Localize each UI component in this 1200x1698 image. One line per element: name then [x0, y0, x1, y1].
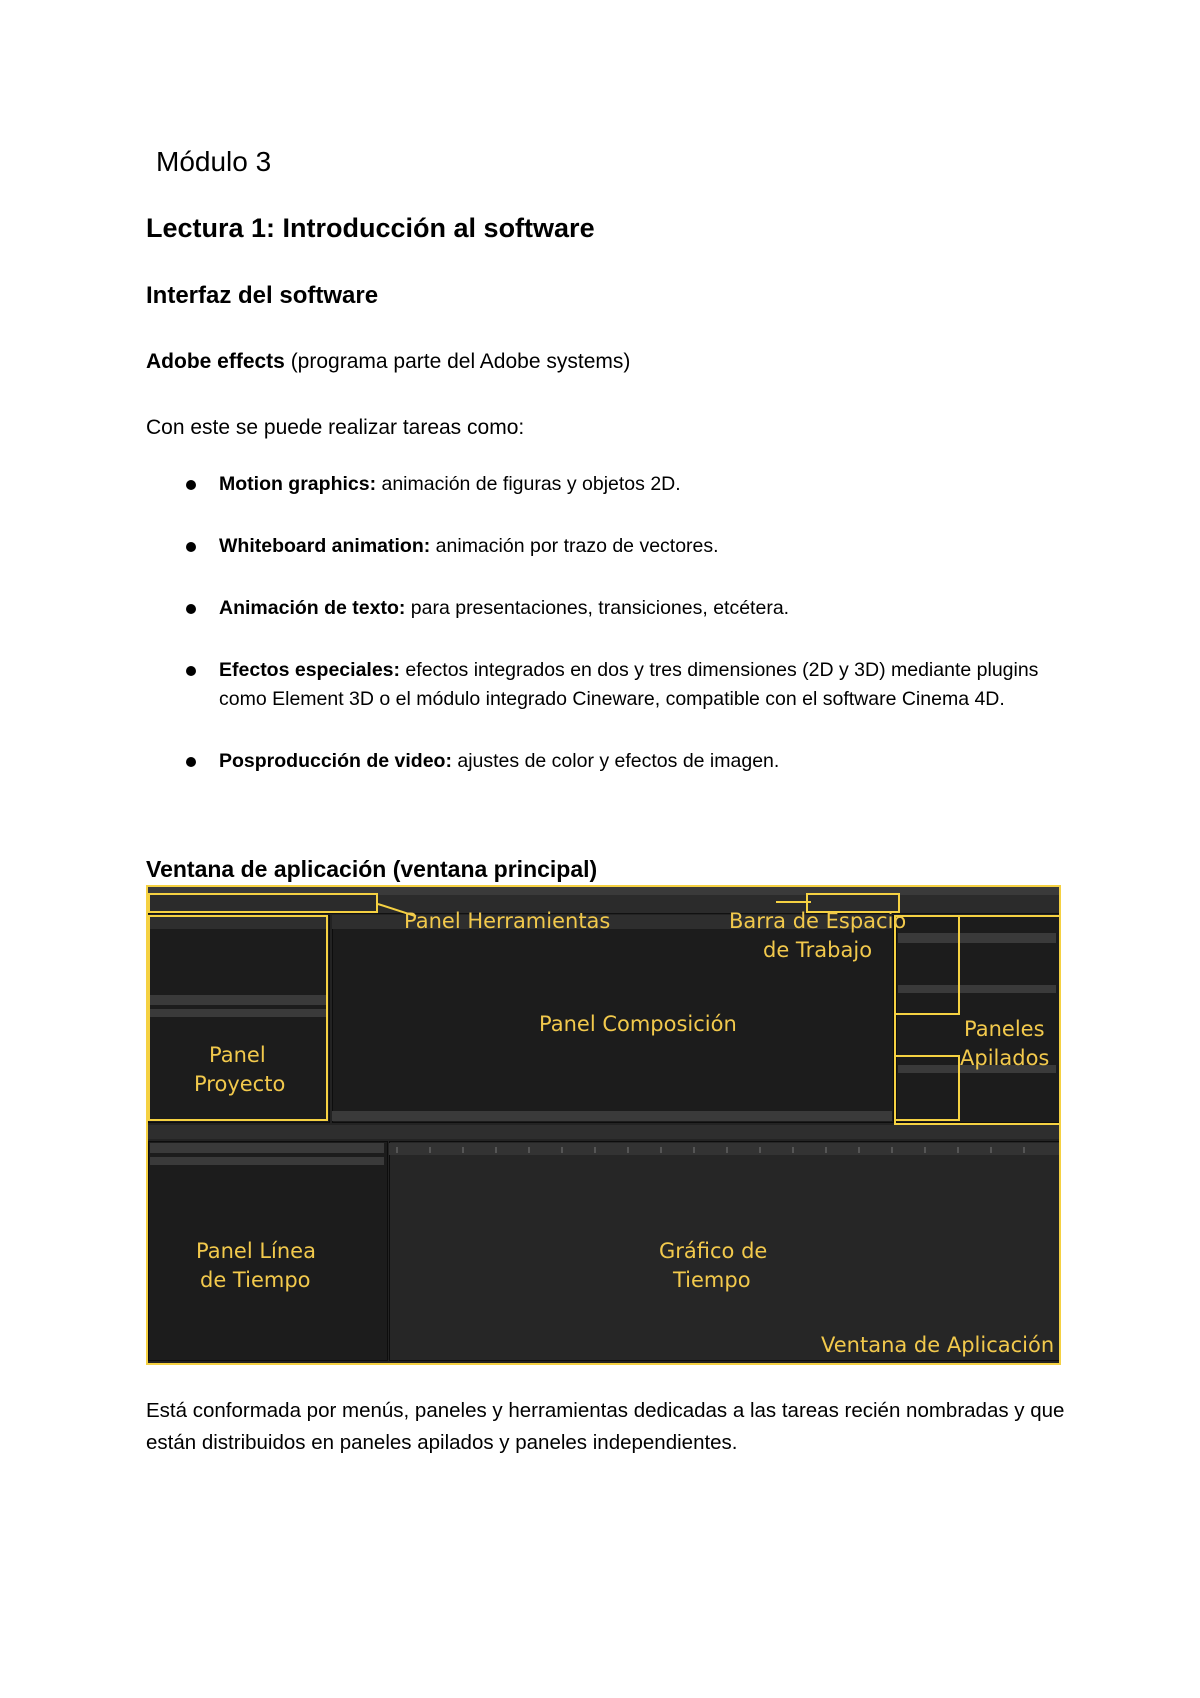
time-ruler-tick — [396, 1147, 398, 1153]
task-desc: para presentaciones, transiciones, etcétera. — [405, 597, 790, 619]
time-ruler-tick — [957, 1147, 959, 1153]
time-ruler-tick — [1023, 1147, 1025, 1153]
highlight-stacked-bottom — [894, 1055, 960, 1121]
time-ruler-tick — [462, 1147, 464, 1153]
window-heading: Ventana de aplicación (ventana principal) — [146, 856, 598, 882]
intro-paragraph: Con este se puede realizar tareas como: — [146, 416, 525, 439]
time-ruler-tick — [825, 1147, 827, 1153]
pointer-line-workspace — [776, 901, 811, 903]
time-ruler-tick — [660, 1147, 662, 1153]
label-project-panel-2: Proyecto — [194, 1072, 286, 1096]
task-term: Whiteboard animation: — [219, 535, 431, 557]
label-workspace-bar-2: de Trabajo — [763, 938, 873, 962]
bullet-icon — [186, 480, 196, 490]
list-item — [146, 470, 1066, 499]
time-ruler-tick — [990, 1147, 992, 1153]
label-composition-panel: Panel Composición — [539, 1012, 737, 1036]
adobe-bold: Adobe effects — [146, 350, 285, 373]
task-desc: efectos integrados en dos y tres dimensiones (2D y 3D) mediante plugins como Element 3D o el módulo integrado Cineware, compatible con el software Cinema 4D. — [219, 659, 1039, 710]
label-time-graph-2: Tiempo — [673, 1268, 751, 1292]
label-timeline-panel-1: Panel Línea — [196, 1239, 316, 1263]
label-time-graph-1: Gráfico de — [659, 1239, 768, 1263]
label-app-window: Ventana de Aplicación — [821, 1333, 1055, 1357]
label-timeline-panel-2: de Tiempo — [200, 1268, 311, 1292]
module-title: Módulo 3 — [156, 146, 272, 177]
bullet-icon — [186, 666, 196, 676]
task-term: Motion graphics: — [219, 473, 377, 495]
time-ruler-tick — [792, 1147, 794, 1153]
adobe-paragraph — [146, 350, 630, 374]
time-ruler-tick — [726, 1147, 728, 1153]
time-ruler-tick — [495, 1147, 497, 1153]
time-ruler-tick — [759, 1147, 761, 1153]
task-term: Posproducción de video: — [219, 750, 452, 772]
task-term: Efectos especiales: — [219, 659, 401, 681]
time-ruler-tick — [693, 1147, 695, 1153]
list-item — [146, 532, 1066, 561]
time-ruler-tick — [429, 1147, 431, 1153]
label-workspace-bar-1: Barra de Espacio — [729, 909, 907, 933]
bullet-icon — [186, 604, 196, 614]
time-ruler-tick — [594, 1147, 596, 1153]
highlight-tools-panel — [148, 893, 378, 913]
time-ruler-tick — [627, 1147, 629, 1153]
label-tools-panel: Panel Herramientas — [404, 909, 611, 933]
bullet-icon — [186, 757, 196, 767]
list-item — [146, 656, 1066, 714]
label-stacked-panels-2: Apilados — [960, 1046, 1050, 1070]
lecture-title: Lectura 1: Introducción al software — [146, 213, 595, 243]
list-item — [146, 747, 1066, 776]
time-ruler-tick — [858, 1147, 860, 1153]
task-term: Animación de texto: — [219, 597, 406, 619]
task-desc: animación por trazo de vectores. — [430, 535, 719, 557]
time-ruler-tick — [891, 1147, 893, 1153]
adobe-rest: (programa parte del Adobe systems) — [284, 350, 631, 373]
task-desc: animación de figuras y objetos 2D. — [376, 473, 681, 495]
bullet-icon — [186, 542, 196, 552]
task-list — [146, 470, 1066, 776]
application-screenshot — [146, 885, 1061, 1365]
task-desc: ajustes de color y efectos de imagen. — [451, 750, 780, 772]
label-project-panel-1: Panel — [209, 1043, 266, 1067]
list-item — [146, 594, 1066, 623]
label-stacked-panels-1: Paneles — [964, 1017, 1045, 1041]
time-ruler-tick — [561, 1147, 563, 1153]
time-ruler-tick — [924, 1147, 926, 1153]
conclusion-paragraph: Está conformada por menús, paneles y herramientas dedicadas a las tareas recién nombradas y que están distribuidos en paneles apilados y paneles independientes. — [146, 1399, 1065, 1454]
section-title: Interfaz del software — [146, 282, 379, 309]
time-ruler-tick — [528, 1147, 530, 1153]
